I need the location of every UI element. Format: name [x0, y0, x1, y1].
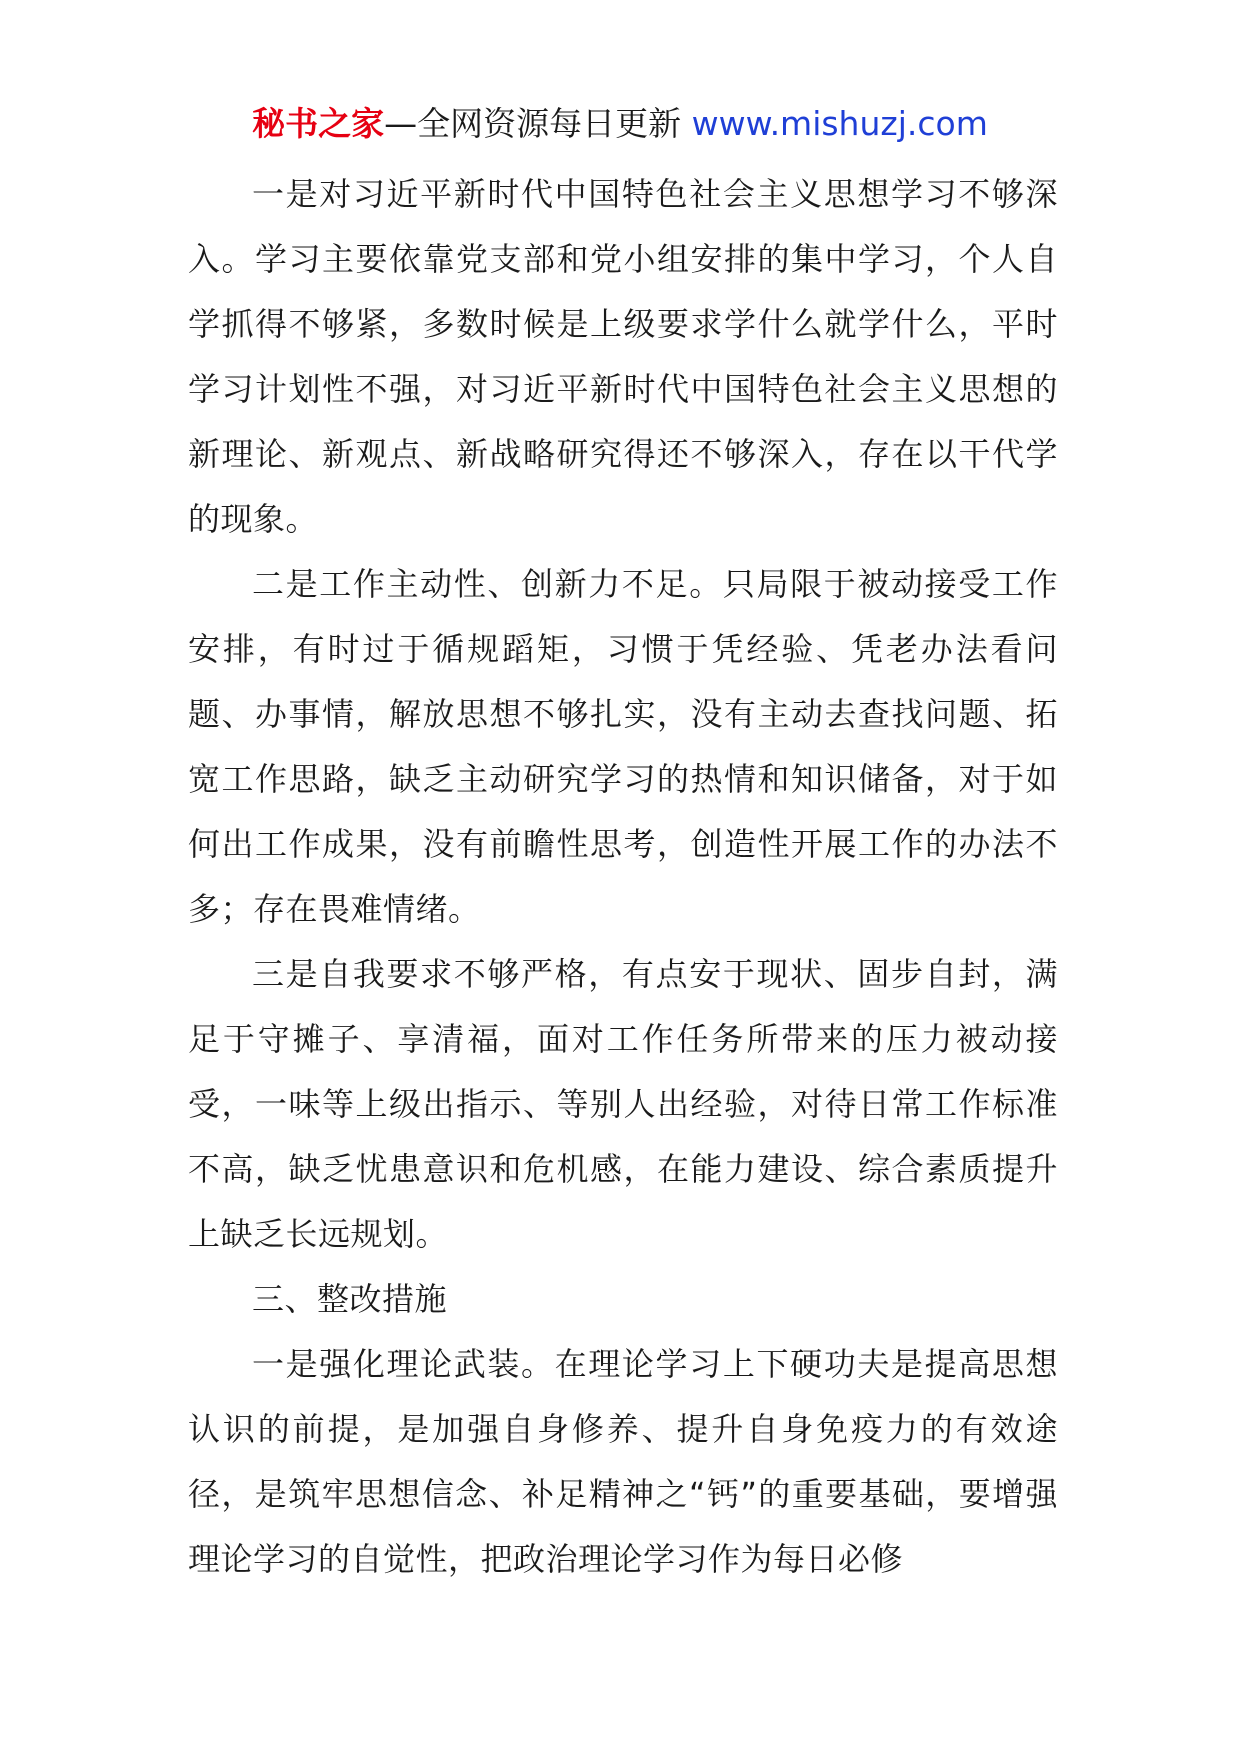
paragraph-4: 一是强化理论武装。在理论学习上下硬功夫是提高思想认识的前提，是加强自身修养、提升自身免疫力的有效途径，是筑牢思想信念、补足精神之“钙”的重要基础，要增强理论学习的自觉性，把政治理论学习作为每日必修: [188, 1345, 1058, 1578]
paragraph-3: 三是自我要求不够严格，有点安于现状、固步自封，满足于守摊子、享清福，面对工作任务所带来的压力被动接受，一味等上级出指示、等别人出经验，对待日常工作标准不高，缺乏忧患意识和危机感，在能力建设、综合素质提升上缺乏长远规划。: [188, 955, 1058, 1253]
header-slogan: —全网资源每日更新: [384, 104, 682, 143]
section-heading: 三、整改措施: [252, 1280, 448, 1318]
brand-name: 秘书之家: [252, 104, 385, 143]
paragraph-2: 二是工作主动性、创新力不足。只局限于被动接受工作安排，有时过于循规蹈矩，习惯于凭经验、凭老办法看问题、办事情，解放思想不够扎实，没有主动去查找问题、拓宽工作思路，缺乏主动研究学习的热情和知识储备，对于如何出工作成果，没有前瞻性思考，创造性开展工作的办法不多；存在畏难情绪。: [188, 565, 1058, 928]
site-url[interactable]: www.mishuzj.com: [691, 104, 988, 143]
site-header: [0, 100, 1240, 148]
document-body: [188, 162, 1058, 1592]
paragraph-1: 一是对习近平新时代中国特色社会主义思想学习不够深入。学习主要依靠党支部和党小组安排的集中学习，个人自学抓得不够紧，多数时候是上级要求学什么就学什么，平时学习计划性不强，对习近平新时代中国特色社会主义思想的新理论、新观点、新战略研究得还不够深入，存在以干代学的现象。: [188, 175, 1058, 538]
